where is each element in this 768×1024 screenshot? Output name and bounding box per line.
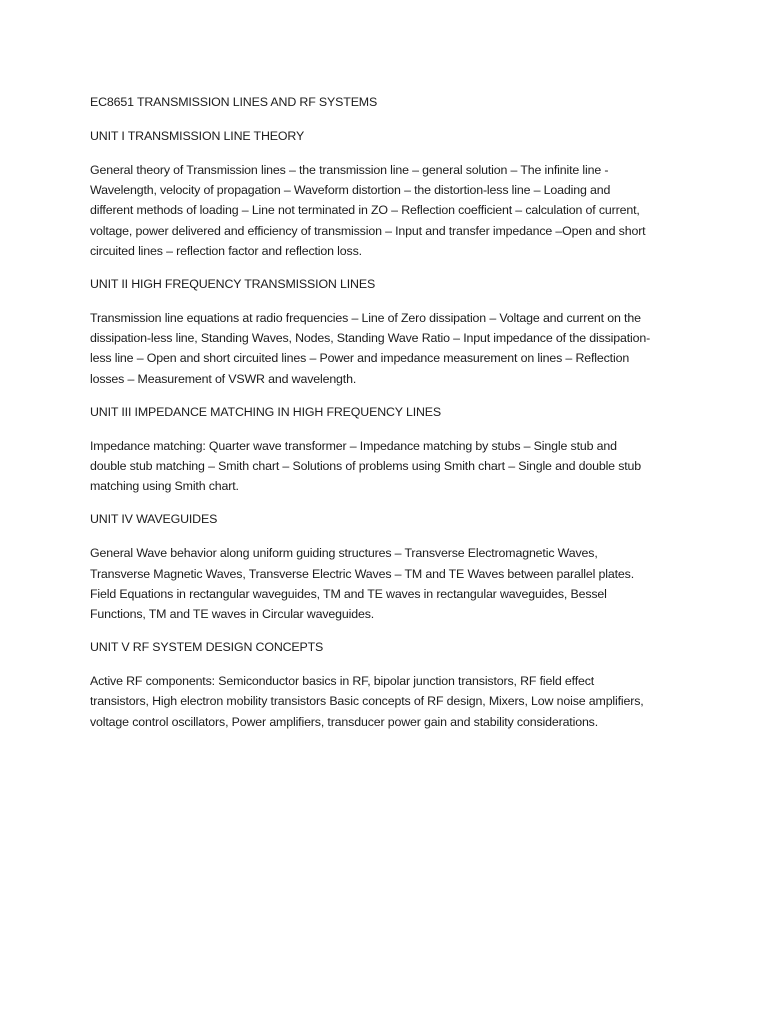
text-line: dissipation-less line, Standing Waves, Nodes, Standing Wave Ratio – Input impedance of the dissipation- [90,331,651,346]
unit-3-section [90,402,690,497]
unit-3-description [90,436,690,497]
unit-2-section [90,274,690,389]
text-line: Transverse Magnetic Waves, Transverse Electric Waves – TM and TE Waves between parallel plates. [90,566,635,581]
text-line: voltage control oscillators, Power amplifiers, transducer power gain and stability considerations. [90,714,599,729]
text-line: voltage, power delivered and efficiency of transmission – Input and transfer impedance –Open and short [90,223,646,238]
text-line: circuited lines – reflection factor and reflection loss. [90,243,362,258]
unit-1-heading: UNIT I TRANSMISSION LINE THEORY [90,129,305,143]
unit-2-heading: UNIT II HIGH FREQUENCY TRANSMISSION LINES [90,277,376,292]
unit-2-description [90,308,690,389]
unit-4-section [90,509,690,624]
text-line: Functions, TM and TE waves in Circular waveguides. [90,607,375,622]
text-line: double stub matching – Smith chart – Solutions of problems using Smith chart – Single and double stub [90,459,642,474]
text-line: Field Equations in rectangular waveguides, TM and TE waves in rectangular waveguides, Bessel [90,586,607,601]
unit-5-section [90,637,690,732]
text-line: different methods of loading – Line not terminated in ZO – Reflection coefficient – calculation of current, [90,203,640,218]
text-line: transistors, High electron mobility transistors Basic concepts of RF design, Mixers, Low noise amplifiers, [90,694,644,709]
text-line: Active RF components: Semiconductor basics in RF, bipolar junction transistors, RF field effect [90,674,595,689]
text-line: Wavelength, velocity of propagation – Waveform distortion – the distortion-less line – Loading and [90,183,611,198]
unit-5-heading: UNIT V RF SYSTEM DESIGN CONCEPTS [90,640,324,655]
text-line: matching using Smith chart. [90,479,239,494]
unit-1-section [90,126,690,261]
unit-4-heading: UNIT IV WAVEGUIDES [90,512,218,527]
text-line: Transmission line equations at radio frequencies – Line of Zero dissipation – Voltage and current on the [90,311,641,326]
text-line: General theory of Transmission lines – the transmission line – general solution – The infinite line - [90,163,609,177]
text-line: less line – Open and short circuited lines – Power and impedance measurement on lines – Reflection [90,351,630,366]
text-line: losses – Measurement of VSWR and wavelength. [90,371,357,386]
unit-1-description [90,160,690,261]
unit-3-heading: UNIT III IMPEDANCE MATCHING IN HIGH FREQUENCY LINES [90,404,442,419]
unit-4-description [90,543,690,624]
document-content [90,92,690,745]
unit-5-description [90,671,690,732]
document-title: EC8651 TRANSMISSION LINES AND RF SYSTEMS [90,95,378,109]
text-line: Impedance matching: Quarter wave transformer – Impedance matching by stubs – Single stub and [90,438,617,453]
text-line: General Wave behavior along uniform guiding structures – Transverse Electromagnetic Waves, [90,546,598,561]
